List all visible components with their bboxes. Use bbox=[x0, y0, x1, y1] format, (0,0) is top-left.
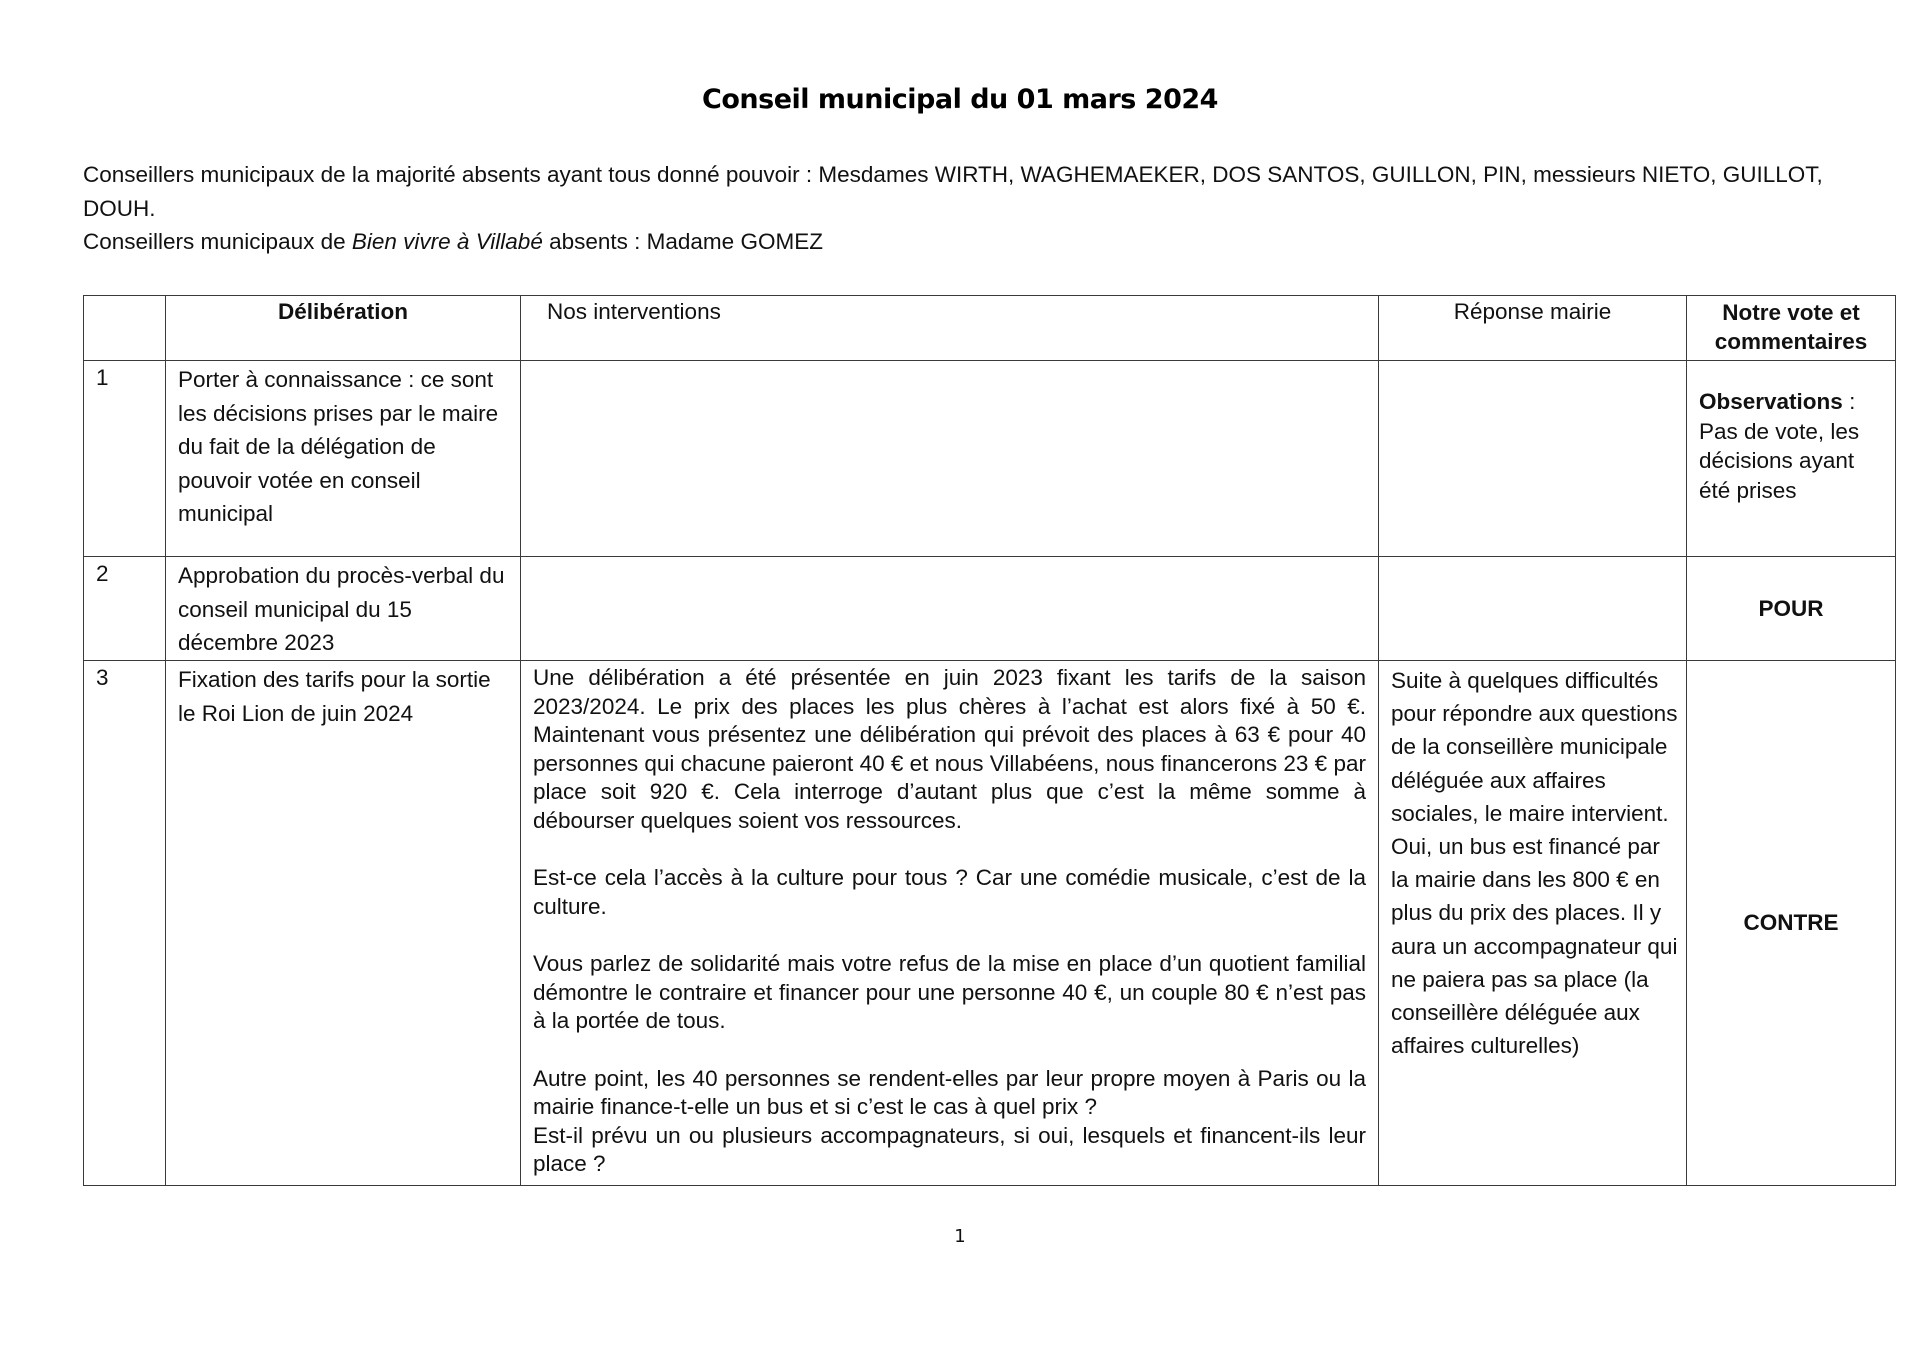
table-row bbox=[84, 557, 1896, 661]
document-title: Conseil municipal du 01 mars 2024 bbox=[702, 84, 1218, 115]
interventions-cell bbox=[521, 361, 1379, 557]
observations-label: Observations bbox=[1699, 389, 1843, 414]
row-number: 3 bbox=[84, 661, 166, 1186]
interventions-cell bbox=[521, 661, 1379, 1186]
header-interventions: Nos interventions bbox=[521, 296, 1379, 361]
vote-cell bbox=[1687, 361, 1896, 557]
header-number bbox=[84, 296, 166, 361]
attendance-notes bbox=[83, 158, 1883, 259]
absent-majority-councillors: Conseillers municipaux de la majorité absents ayant tous donné pouvoir : Mesdames WIRTH, WAGHEMAEKER, DOS SANTOS, GUILLON, PIN, messieurs NIETO, GUILLOT, DOUH. bbox=[83, 162, 1823, 221]
absent-opposition-suffix: absents : Madame GOMEZ bbox=[542, 229, 823, 254]
response-cell bbox=[1379, 557, 1687, 661]
header-response: Réponse mairie bbox=[1379, 296, 1687, 361]
response-text: Suite à quelques difficultés pour répondre aux questions de la conseillère municipale déléguée aux affaires sociales, le maire intervient. bbox=[1391, 668, 1678, 826]
deliberation-text: Fixation des tarifs pour la sortie le Roi Lion de juin 2024 bbox=[166, 661, 521, 1186]
table-header-row bbox=[84, 296, 1896, 361]
vote-cell: POUR bbox=[1687, 557, 1896, 661]
intervention-paragraph: Une délibération a été présentée en juin 2023 fixant les tarifs de la saison 2023/2024. Le prix des places les plus chères à l’achat est alors fixé à 50 €. Maintenant vous présentez une délibération qui prévoit des places à 63 € pour 40 personnes qui chacune paieront 40 € et nous Villabéens, nous financerons 23 € par place soit 920 €. Cela interroge d’autant plus que c’est la même somme à débourser quelques soient vos ressources. bbox=[533, 665, 1366, 833]
deliberation-text: Approbation du procès-verbal du conseil municipal du 15 décembre 2023 bbox=[166, 557, 521, 661]
row-number: 1 bbox=[84, 361, 166, 557]
response-cell bbox=[1379, 361, 1687, 557]
response-cell bbox=[1379, 661, 1687, 1186]
deliberation-text: Porter à connaissance : ce sont les décisions prises par le maire du fait de la délégation de pouvoir votée en conseil municipal bbox=[166, 361, 521, 557]
absent-opposition-councillors bbox=[83, 225, 1883, 259]
intervention-paragraph: Est-ce cela l’accès à la culture pour tous ? Car une comédie musicale, c’est de la culture. bbox=[533, 865, 1366, 919]
header-deliberation: Délibération bbox=[166, 296, 521, 361]
row-number: 2 bbox=[84, 557, 166, 661]
table-row bbox=[84, 361, 1896, 557]
intervention-paragraph: Est-il prévu un ou plusieurs accompagnateurs, si oui, lesquels et financent-ils leur place ? bbox=[533, 1122, 1366, 1176]
observations-comment: Pas de vote, les décisions ayant été prises bbox=[1699, 418, 1860, 503]
deliberations-table bbox=[83, 295, 1896, 1186]
page-number: 1 bbox=[954, 1226, 966, 1247]
observations-separator: : bbox=[1842, 389, 1856, 414]
opposition-group-name: Bien vivre à Villabé bbox=[351, 229, 543, 254]
vote-cell: CONTRE bbox=[1687, 661, 1896, 1186]
intervention-paragraph: Autre point, les 40 personnes se rendent-elles par leur propre moyen à Paris ou la mairie finance-t-elle un bus et si c’est le cas à quel prix ? bbox=[533, 1065, 1366, 1119]
absent-opposition-prefix: Conseillers municipaux de bbox=[83, 229, 352, 254]
interventions-cell bbox=[521, 557, 1379, 661]
table-row bbox=[84, 661, 1896, 1186]
header-vote: Notre vote et commentaires bbox=[1687, 296, 1896, 361]
intervention-paragraph: Vous parlez de solidarité mais votre refus de la mise en place d’un quotient familial démontre le contraire et financer pour une personne 40 €, un couple 80 € n’est pas à la portée de tous. bbox=[533, 951, 1366, 1033]
response-text: Oui, un bus est financé par la mairie dans les 800 € en plus du prix des places. Il y aura un accompagnateur qui ne paiera pas sa place (la conseillère déléguée aux affaires culturelles) bbox=[1391, 834, 1678, 1059]
